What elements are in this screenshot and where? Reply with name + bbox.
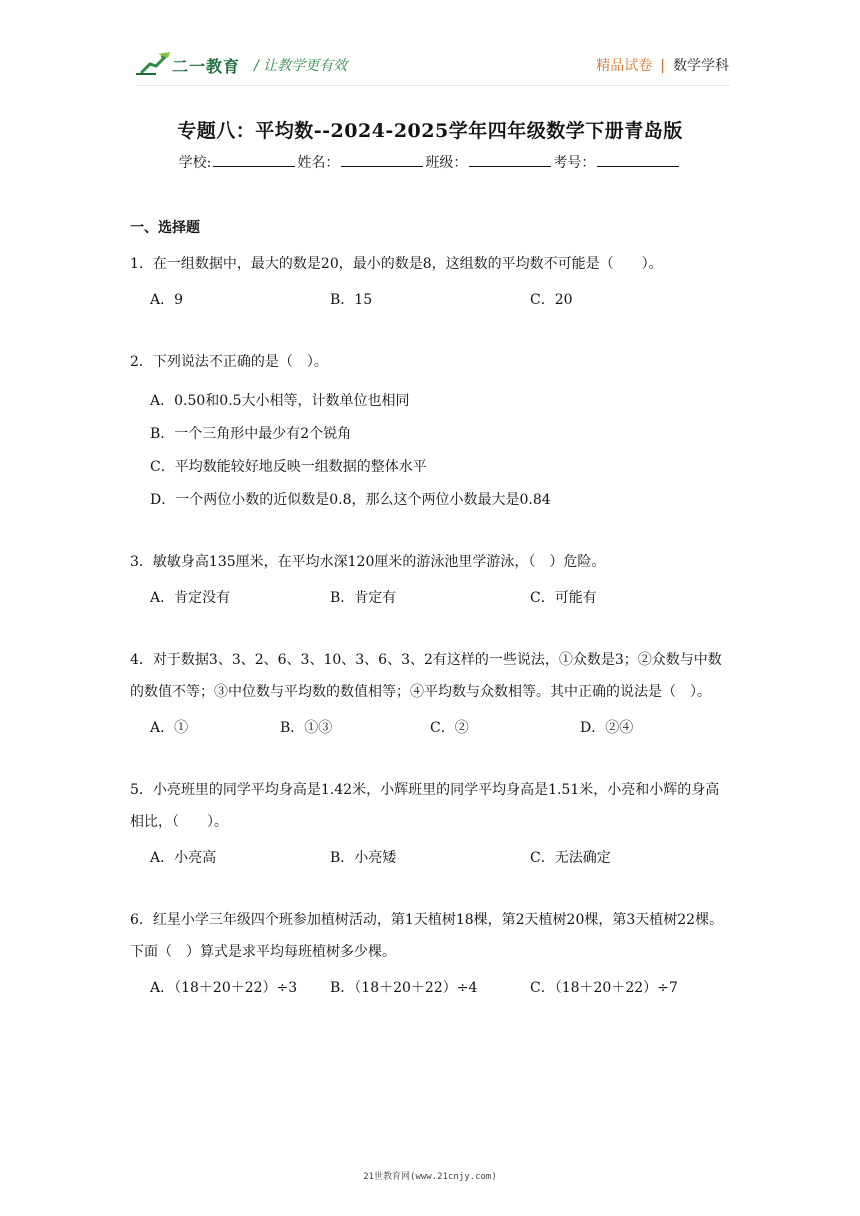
name-label: 姓名： xyxy=(297,155,340,171)
question-1 xyxy=(130,248,732,310)
question-stem: 5．小亮班里的同学平均身高是1.42米，小辉班里的同学平均身高是1.51米，小亮和小辉的身高相比，（ ）。 xyxy=(130,782,720,830)
option-c[interactable]: C．② xyxy=(430,720,469,736)
option-c[interactable]: C．无法确定 xyxy=(530,850,611,866)
premium-tag: 精品试卷 xyxy=(596,58,653,74)
question-5 xyxy=(130,774,732,868)
question-list xyxy=(130,218,732,1034)
question-6 xyxy=(130,904,732,998)
options-column xyxy=(130,391,732,510)
question-stem: 1．在一组数据中，最大的数是20，最小的数是8，这组数的平均数不可能是（ ）。 xyxy=(130,256,663,272)
school-field[interactable] xyxy=(213,154,295,167)
question-2 xyxy=(130,346,732,510)
student-info-line xyxy=(0,152,860,172)
page-title: 专题八：平均数--2024-2025学年四年级数学下册青岛版 xyxy=(177,120,683,142)
question-4 xyxy=(130,644,732,738)
option-b[interactable]: B．肯定有 xyxy=(330,590,397,606)
header-divider xyxy=(136,85,730,86)
option-c[interactable]: C．20 xyxy=(530,292,573,308)
option-c[interactable]: C．可能有 xyxy=(530,590,597,606)
option-a[interactable]: A．肯定没有 xyxy=(150,590,231,606)
question-3 xyxy=(130,546,732,608)
option-a[interactable]: A．① xyxy=(150,720,189,736)
class-label: 班级： xyxy=(425,155,468,171)
options-row xyxy=(130,290,732,310)
option-b[interactable]: B．一个三角形中最少有2个锐角 xyxy=(150,426,352,442)
class-field[interactable] xyxy=(469,154,551,167)
question-stem: 4．对于数据3、3、2、6、3、10、3、6、3、2有这样的一些说法，①众数是3；②众数与中数的数值不等；③中位数与平均数的数值相等；④平均数与众数相等。其中正确的说法是（ ）。 xyxy=(130,652,722,700)
options-row xyxy=(130,588,732,608)
option-b[interactable]: B．（18＋20＋22）÷4 xyxy=(330,980,478,996)
name-field[interactable] xyxy=(341,154,423,167)
option-b[interactable]: B．①③ xyxy=(280,720,333,736)
question-stem: 3．敏敏身高135厘米，在平均水深120厘米的游泳池里学游泳，（ ）危险。 xyxy=(130,554,606,570)
option-a[interactable]: A．0.50和0.5大小相等，计数单位也相同 xyxy=(150,393,410,409)
option-b[interactable]: B．小亮矮 xyxy=(330,850,397,866)
brand-right xyxy=(596,55,729,75)
exam-number-label: 考号： xyxy=(553,155,596,171)
exam-number-field[interactable] xyxy=(597,154,679,167)
section-title: 一、选择题 xyxy=(130,220,200,236)
page-footer: 21世教育网(www.21cnjy.com) xyxy=(363,1172,497,1182)
option-a[interactable]: A．9 xyxy=(150,292,184,308)
option-a[interactable]: A．（18＋20＋22）÷3 xyxy=(150,980,298,996)
page-header xyxy=(0,0,860,100)
brand-separator: | xyxy=(660,58,665,74)
question-stem: 2．下列说法不正确的是（ ）。 xyxy=(130,354,328,370)
question-stem: 6．红星小学三年级四个班参加植树活动，第1天植树18棵，第2天植树20棵，第3天植树22棵。下面（ ）算式是求平均每班植树多少棵。 xyxy=(130,912,724,960)
option-c[interactable]: C．（18＋20＋22）÷7 xyxy=(530,980,678,996)
option-d[interactable]: D．②④ xyxy=(580,720,634,736)
option-c[interactable]: C．平均数能较好地反映一组数据的整体水平 xyxy=(150,459,427,475)
school-label: 学校: xyxy=(178,155,212,171)
option-d[interactable]: D．一个两位小数的近似数是0.8，那么这个两位小数最大是0.84 xyxy=(150,492,551,508)
slogan: / 让教学更有效 xyxy=(254,58,348,74)
options-row xyxy=(130,718,732,738)
logo-text: 二一教育 xyxy=(172,57,241,76)
options-row xyxy=(130,848,732,868)
option-b[interactable]: B．15 xyxy=(330,292,373,308)
option-a[interactable]: A．小亮高 xyxy=(150,850,217,866)
subject-label: 数学学科 xyxy=(673,58,729,74)
options-row xyxy=(130,978,732,998)
